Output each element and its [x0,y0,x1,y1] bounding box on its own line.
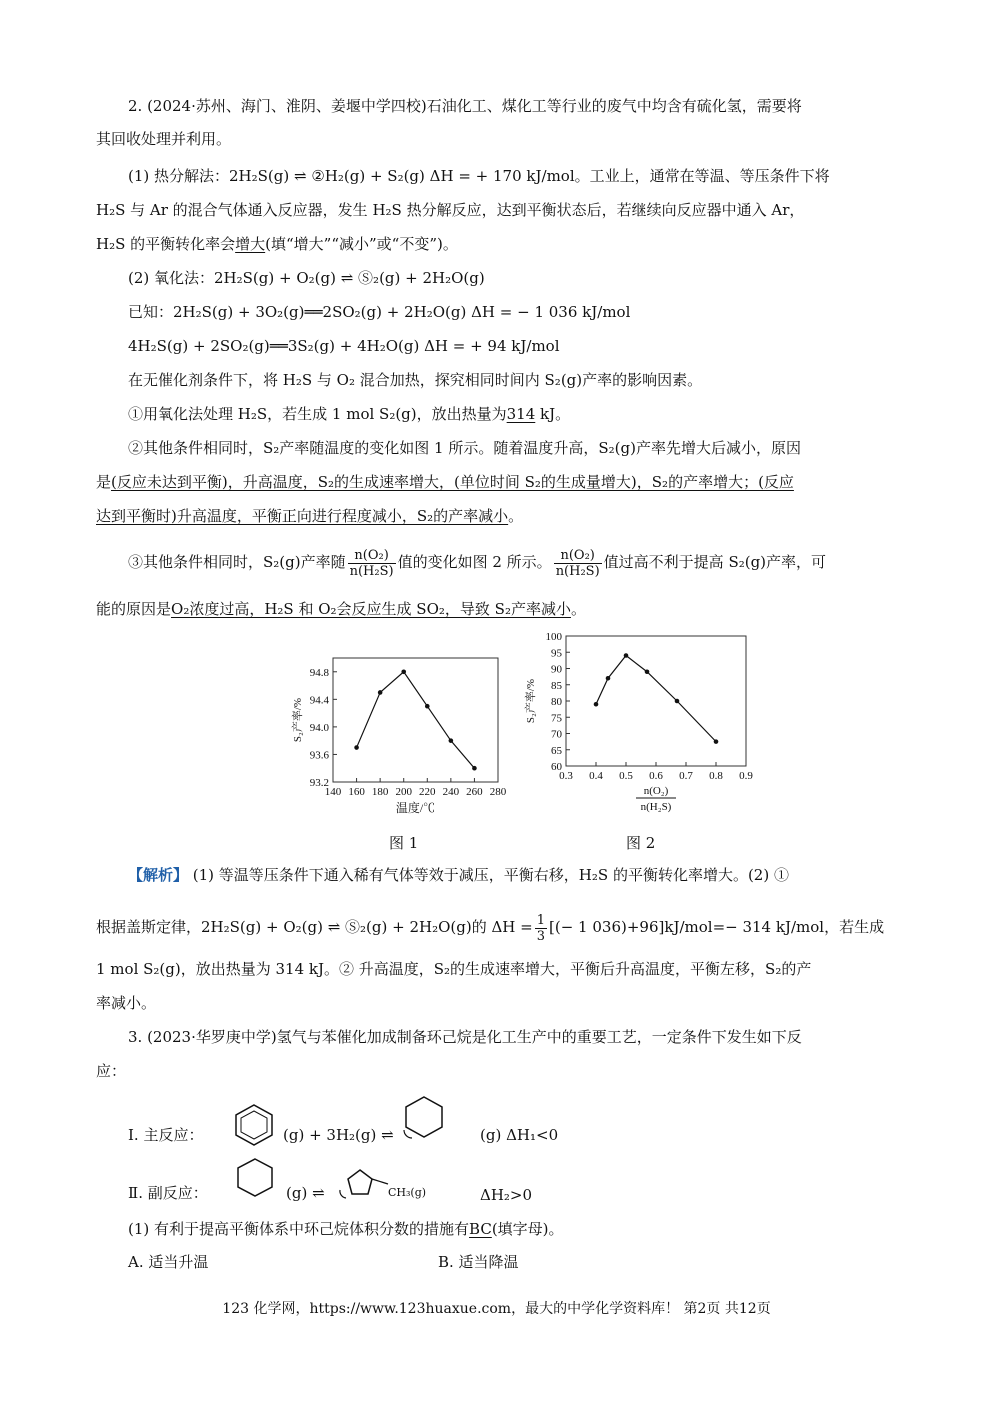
fraction-numerator: n(O₂) [348,548,396,564]
analysis-line1 [128,864,789,886]
sub2-line1: ②其他条件相同时，S₂产率随温度的变化如图 1 所示。随着温度升高，S₂(g)产率先增大后减小，原因 [128,439,801,457]
option-a: A. 适当升温 [128,1253,209,1271]
methylcyclopentane-structure-icon [334,1164,390,1204]
x-tick-label: 280 [489,786,507,798]
y-tick-label: 70 [551,728,562,741]
x-tick-label: 0.4 [589,770,603,782]
one-third-fraction [535,913,547,944]
y-axis-label: S₂产率/% [292,697,304,743]
text: (1) 有利于提高平衡体系中环己烷体积分数的措施有 [128,1220,470,1238]
text: (填字母)。 [491,1220,564,1238]
sub2-line2 [96,471,794,493]
cyclohexane-structure-icon [234,1156,276,1200]
q2-part2: (2) 氧化法：2H₂S(g) + O₂(g) ⇌ Ⓢ₂(g) + 2H₂O(g) [128,269,485,287]
y-tick-label: 80 [551,696,562,708]
data-point [378,690,383,695]
x-axis-label-numerator: n(O₂) [643,785,669,797]
data-point [594,702,599,707]
y-tick-label: 94.0 [309,721,329,734]
data-point [624,653,629,658]
x-tick-label: 140 [324,786,342,798]
answer-blank: (反应未达到平衡)，升高温度，S₂的生成速率增大，(单位时间 S₂的生成量增大)，S₂的产率增大；(反应 [111,473,794,491]
q2-part1-line3 [96,233,458,255]
data-point [425,704,430,709]
fraction-denominator: 3 [536,928,546,944]
methyl-label: CH₃(g) [388,1186,427,1199]
text: 。 [508,507,524,525]
fraction-denominator: n(H₂S) [349,563,394,579]
q3-intro-line1: 3. (2023·华罗庚中学)氢气与苯催化加成制备环己烷是化工生产中的重要工艺，一定条件下发生如下反 [128,1028,802,1046]
x-tick-label: 0.8 [709,770,723,782]
y-tick-label: 93.2 [309,777,329,789]
x-tick-label: 0.5 [619,770,633,782]
analysis-line3: 1 mol S₂(g)，放出热量为 314 kJ。② 升高温度，S₂的生成速率增大，平衡后升高温度，平衡左移，S₂的产 [96,960,812,978]
y-tick-label: 94.8 [309,666,329,679]
x-tick-label: 220 [419,786,436,798]
y-tick-label: 75 [551,712,562,725]
x-tick-label: 200 [395,786,412,798]
x-tick-label: 260 [466,786,483,798]
page-footer: 123 化学网，https://www.123huaxue.com，最大的中学化学资料库！ 第2页 共12页 [222,1301,771,1317]
ratio-fraction [348,548,396,579]
plot-frame [566,636,746,766]
figure-2-chart [520,628,770,824]
y-tick-label: 65 [551,744,562,757]
text: kJ。 [535,405,571,423]
benzene-structure-icon [232,1102,276,1148]
fraction-numerator: 1 [536,912,546,928]
text: H₂S 的平衡转化率会 [96,235,236,253]
data-point [645,669,650,674]
text: 。 [570,600,586,618]
text: ①用氧化法处理 H₂S，若生成 1 mol S₂(g)，放出热量为 [128,405,507,423]
main-reaction-label: Ⅰ. 主反应： [128,1126,204,1144]
q2-part1-line1: (1) 热分解法：2H₂S(g) ⇌ ②H₂(g) + S₂(g) ΔH = + 170 kJ/mol。工业上，通常在等温、等压条件下将 [128,167,830,185]
data-point [449,738,454,743]
figure-1-chart [266,652,516,832]
q3-intro-line2: 应： [96,1062,127,1080]
side-reaction-tail: ΔH₂>0 [480,1186,533,1204]
data-point [714,739,719,744]
text: 根据盖斯定律，2H₂S(g) + O₂(g) ⇌ Ⓢ₂(g) + 2H₂O(g)的 ΔH = [96,918,533,936]
q2-part1-line2: H₂S 与 Ar 的混合气体通入反应器，发生 H₂S 热分解反应，达到平衡状态后，若继续向反应器中通入 Ar， [96,201,805,219]
y-tick-label: 85 [551,679,562,692]
x-tick-label: 180 [371,786,389,798]
answer-blank: 增大 [235,235,266,253]
text: 值过高不利于提高 S₂(g)产率，可 [603,553,827,571]
q2-intro-line2: 其回收处理并利用。 [96,130,232,148]
series-line [357,672,475,768]
x-tick-label: 0.9 [739,770,753,782]
data-point [401,669,406,674]
x-tick-label: 0.7 [679,770,693,782]
cyclohexane-structure-icon [398,1094,448,1146]
analysis-line4: 率减小。 [96,994,157,1012]
fraction-numerator: n(O₂) [554,548,602,564]
side-reaction-label: Ⅱ. 副反应： [128,1184,208,1202]
text: ③其他条件相同时，S₂(g)产率随 [128,553,346,571]
data-point [675,699,680,704]
x-tick-label: 0.3 [559,770,573,782]
x-axis-label-denominator: n(H₂S) [640,801,672,813]
y-tick-label: 94.4 [309,694,329,707]
condition-line: 在无催化剂条件下，将 H₂S 与 O₂ 混合加热，探究相同时间内 S₂(g)产率的影响因素。 [128,371,703,389]
text: 是 [96,473,112,491]
text: (填“增大”“减小”或“不变”)。 [265,235,458,253]
data-point [472,766,477,771]
y-tick-label: 95 [551,647,562,660]
analysis-tag: 【解析】 [128,866,189,884]
answer-blank: 达到平衡时)升高温度，平衡正向进行程度减小，S₂的产率减小 [96,507,509,525]
ratio-fraction [554,548,602,579]
known-equation-2: 4H₂S(g) + 2SO₂(g)══3S₂(g) + 4H₂O(g) ΔH = + 94 kJ/mol [128,337,560,355]
text: 能的原因是 [96,600,172,618]
main-reaction-tail: (g) ΔH₁<0 [480,1126,559,1144]
sub2-line3 [96,505,523,527]
x-tick-label: 240 [442,786,460,798]
answer-blank: BC [469,1220,492,1238]
known-equation-1: 已知：2H₂S(g) + 3O₂(g)══2SO₂(g) + 2H₂O(g) ΔH = − 1 036 kJ/mol [128,303,631,321]
text: (1) 等温等压条件下通入稀有气体等效于减压，平衡右移，H₂S 的平衡转化率增大。(2) ① [188,866,789,884]
analysis-line2 [96,910,884,944]
x-tick-label: 160 [348,786,365,798]
figure-1-caption: 图 1 [389,834,419,852]
series-line [596,656,716,742]
q2-intro-line1: 2. (2024·苏州、海门、淮阴、姜堰中学四校)石油化工、煤化工等行业的废气中均含有硫化氢，需要将 [128,97,802,115]
data-point [606,676,611,681]
y-tick-label: 60 [551,761,562,773]
answer-blank: 314 [506,405,536,423]
q3-part1-line [128,1218,564,1240]
plot-frame [333,658,498,782]
sub3-line2 [96,598,586,620]
y-axis-label: S₂产率/% [525,678,537,724]
text: [(− 1 036)+96]kJ/mol=− 314 kJ/mol，若生成 [549,918,885,936]
y-tick-label: 100 [545,631,562,643]
main-reaction-mid: (g) + 3H₂(g) ⇌ [283,1126,394,1144]
sub3-line1 [128,545,826,579]
fraction-denominator: n(H₂S) [555,563,600,579]
x-tick-label: 0.6 [649,770,663,782]
side-reaction-mid: (g) ⇌ [286,1184,325,1202]
y-tick-label: 93.6 [309,749,329,762]
answer-blank: O₂浓度过高，H₂S 和 O₂会反应生成 SO₂，导致 S₂产率减小 [171,600,571,618]
data-point [354,745,359,750]
figure-2-caption: 图 2 [626,834,656,852]
x-axis-label: 温度/℃ [395,801,436,815]
option-b: B. 适当降温 [438,1253,519,1271]
text: 值的变化如图 2 所示。 [397,553,552,571]
sub1-line [128,403,570,425]
y-tick-label: 90 [551,663,562,676]
